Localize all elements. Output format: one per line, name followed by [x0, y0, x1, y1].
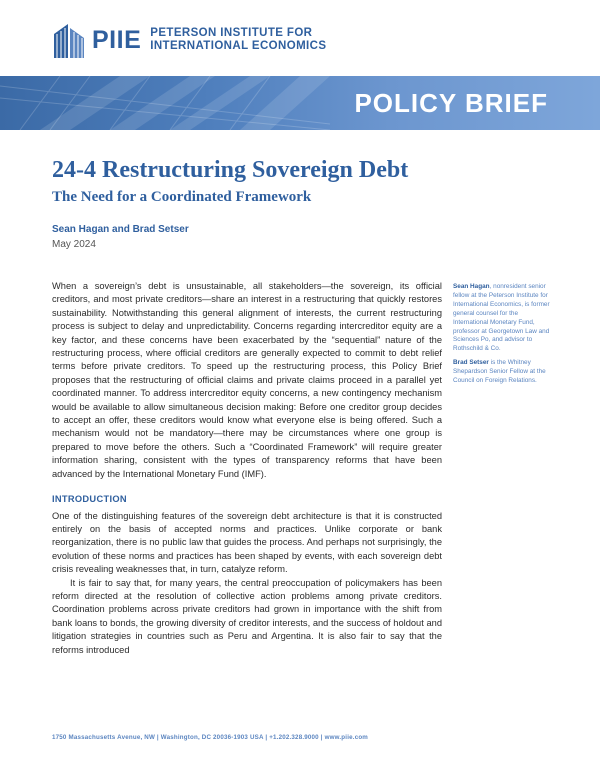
author-bio-name: Sean Hagan [453, 283, 490, 290]
introduction-paragraph: It is fair to say that, for many years, the central preoccupation of policymakers has been reform directed at the resolution of collective action problems among private creditors. Coordination problems across private creditors had grown in importance with the shift from bank loans to bonds, the growing diversity of creditor interests, and the success of holdout and litigation strategies in countries such as Peru and Argentina. It is also fair to say that the reforms introduced [52, 577, 442, 655]
publication-date: May 2024 [52, 239, 96, 250]
author-bio [453, 283, 551, 354]
author-bio-text: is the Whitney Shepardson Senior Fellow at the Council on Foreign Relations. [453, 359, 546, 385]
logo-acronym: PIIE [92, 25, 142, 54]
banner-title: POLICY BRIEF [354, 88, 548, 118]
footer-contact: 1750 Massachusetts Avenue, NW | Washington, DC 20036-1903 USA | +1.202.328.9000 | www.piie.com [52, 734, 369, 741]
introduction-heading: INTRODUCTION [52, 494, 127, 505]
piie-logo [52, 22, 326, 58]
policy-brief-banner [0, 76, 600, 130]
brief-subtitle: The Need for a Coordinated Framework [52, 189, 312, 205]
organization-name-line1: PETERSON INSTITUTE FOR [150, 27, 313, 39]
introduction-paragraph: One of the distinguishing features of the sovereign debt architecture is that it is constructed entirely on the basis of accepted norms and practices. Unlike corporate or bank reorganization, there is no public law that guides the process. And perhaps not surprisingly, the evolution of these norms and practices has been shaped by events, with each sovereign debt crisis revealing weaknesses that, in turn, catalyze reform. [52, 510, 442, 575]
author-bio-name: Brad Setser [453, 359, 489, 367]
main-text-column [52, 280, 442, 657]
author-bio [453, 359, 551, 386]
author-bios-sidebar [453, 283, 551, 391]
authors: Sean Hagan and Brad Setser [52, 224, 189, 235]
brief-title: 24-4 Restructuring Sovereign Debt [52, 157, 409, 183]
building-columns-icon [52, 22, 86, 58]
author-bio-text: , nonresident senior fellow at the Peterson Institute for International Economics, is former general counsel for the International Monetary Fund, professor at Georgetown Law and Sciences Po, and advisor to Rothschild & Co. [453, 283, 550, 353]
organization-name [150, 27, 326, 53]
organization-name-line2: INTERNATIONAL ECONOMICS [150, 40, 327, 52]
abstract-paragraph: When a sovereign’s debt is unsustainable, all stakeholders—the sovereign, its official creditors, and most private creditors—share an interest in a restructuring that quickly restores sustainability. Notwithstanding this general alignment of interests, the current restructuring process is subject to delay and unpredictability. Concerns regarding intercreditor equity are a key factor, and these concerns have been exacerbated by the “sequential” nature of the restructuring process, where official creditors are generally expected to commit to debt relief terms before private creditors. To speed up the restructuring process, this Policy Brief proposes that the restructuring of official claims and private claims proceed in a parallel yet coordinated manner. To address intercreditor equity concerns, a new contingency mechanism would be available to allow simultaneous decision making: Before one creditor group decides to accept an offer, these creditors would know what everyone else is being offered. Such a mechanism would not be mandatory—there may be circumstances where one group is prepared to move before the others. Such a “Coordinated Framework” will require greater information sharing, consistent with the types of transparency reforms that have been advanced by the International Monetary Fund (IMF). [52, 281, 442, 479]
